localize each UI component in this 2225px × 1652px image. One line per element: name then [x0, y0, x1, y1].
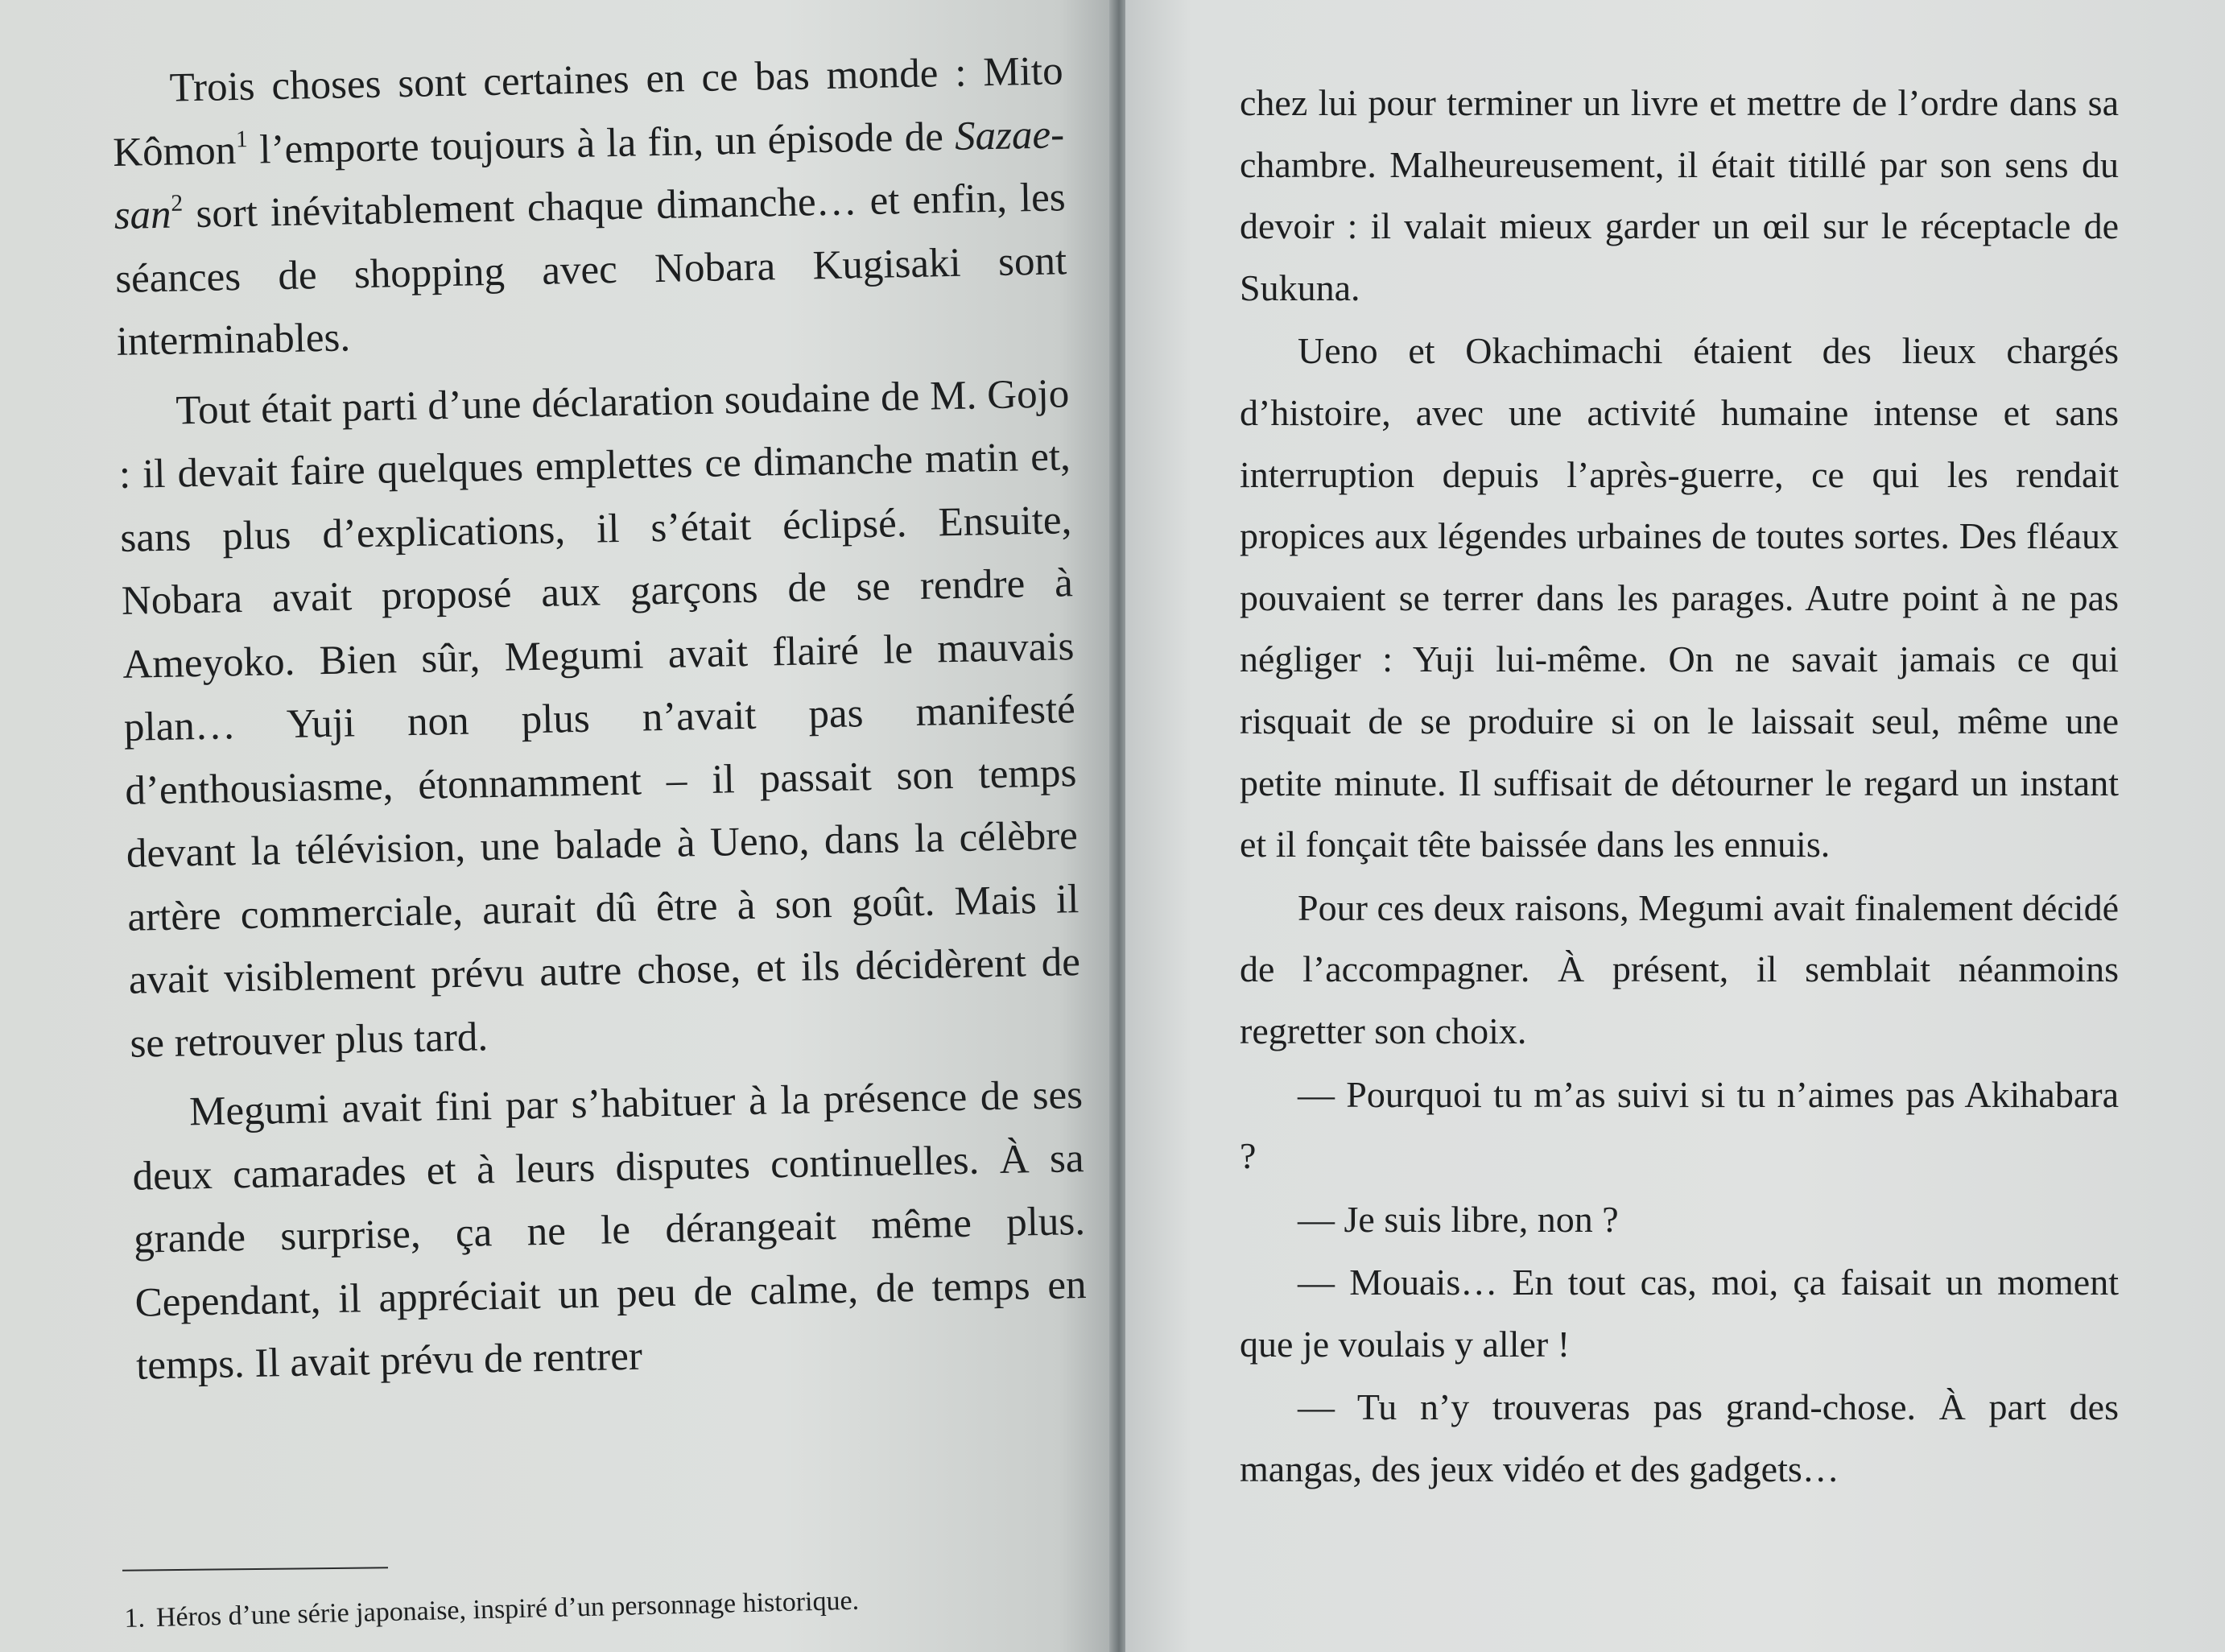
paragraph-continued: chez lui pour terminer un livre et mettre de l’ordre dans sa chambre. Malheureusement, il était titillé par son sens du devoir : il valait mieux garder un œil sur le réceptacle de Sukuna.	[1240, 82, 2119, 308]
paragraph-1-text-a: Trois choses sont certaines en ce bas monde : Mito Kômon	[112, 48, 1064, 176]
right-page-text	[1240, 72, 2119, 1502]
paragraph-1	[111, 39, 1068, 374]
paragraph-1-text-b: l’emporte toujours à la fin, un épisode de	[247, 114, 956, 173]
paragraph-5: Pour ces deux raisons, Megumi avait finalement décidé de l’accompagner. À présent, il semblait néanmoins regretter son choix.	[1240, 886, 2119, 1051]
footnote-ref-1: 1	[235, 126, 249, 152]
dialogue-line-1: — Pourquoi tu m’as suivi si tu n’aimes pas Akihabara ?	[1240, 1073, 2119, 1177]
paragraph-3: Megumi avait fini par s’habituer à la présence de ses deux camarades et à leurs disputes continuelles. À sa grande surprise, ça ne le dérangeait même plus. Cependant, il appréciait un peu de calme, de temps en temps. Il avait prévu de rentrer	[132, 1072, 1088, 1389]
footnote-divider	[122, 1567, 388, 1571]
italic-title-sazae-san: Sazae-san	[114, 111, 1065, 238]
footnote-number: 1.	[124, 1603, 146, 1633]
footnote-ref-2: 2	[171, 190, 184, 217]
paragraph-4: Ueno et Okachimachi étaient des lieux chargés d’histoire, avec une activité humaine intense et sans interruption depuis l’après-guerre, ce qui les rendait propices aux légendes urbaines de toutes sortes. Des fléaux pouvaient se terrer dans les parages. Autre point à ne pas négliger : Yuji lui-même. On ne savait jamais ce qui risquait de se produire si on le laissait seul, même une petite minute. Il suffisait de détourner le regard un instant et il fonçait tête baissée dans les ennuis.	[1240, 330, 2119, 865]
dialogue-line-3: — Mouais… En tout cas, moi, ça faisait un moment que je voulais y aller !	[1240, 1262, 2119, 1365]
left-page-text	[111, 39, 1088, 1404]
paragraph-1-text-c: sort inévitablement chaque dimanche… et enfin, les séances de shopping avec Nobara Kugisaki sont interminables.	[114, 175, 1067, 365]
right-page	[1125, 0, 2225, 1652]
dialogue-line-2: — Je suis libre, non ?	[1298, 1198, 1619, 1240]
footnote-text: Héros d’une série japonaise, inspiré d’un personnage historique.	[155, 1585, 860, 1633]
dialogue-line-4: — Tu n’y trouveras pas grand-chose. À part des mangas, des jeux vidéo et des gadgets…	[1240, 1386, 2119, 1490]
paragraph-2: Tout était parti d’une déclaration soudaine de M. Gojo : il devait faire quelques emplettes ce dimanche matin et, sans plus d’explications, il s’était éclipsé. Ensuite, Nobara avait proposé aux garçons de se rendre à Ameyoko. Bien sûr, Megumi avait flairé le mauvais plan… Yuji non plus n’avait pas manifesté d’enthousiasme, étonnamment – il passait son temps devant la télévision, une balade à Ueno, dans la célèbre artère commerciale, aurait dû être à son goût. Mais il avait visiblement prévu autre chose, et ils décidèrent de se retrouver plus tard.	[118, 370, 1081, 1067]
footnote	[124, 1582, 1010, 1634]
